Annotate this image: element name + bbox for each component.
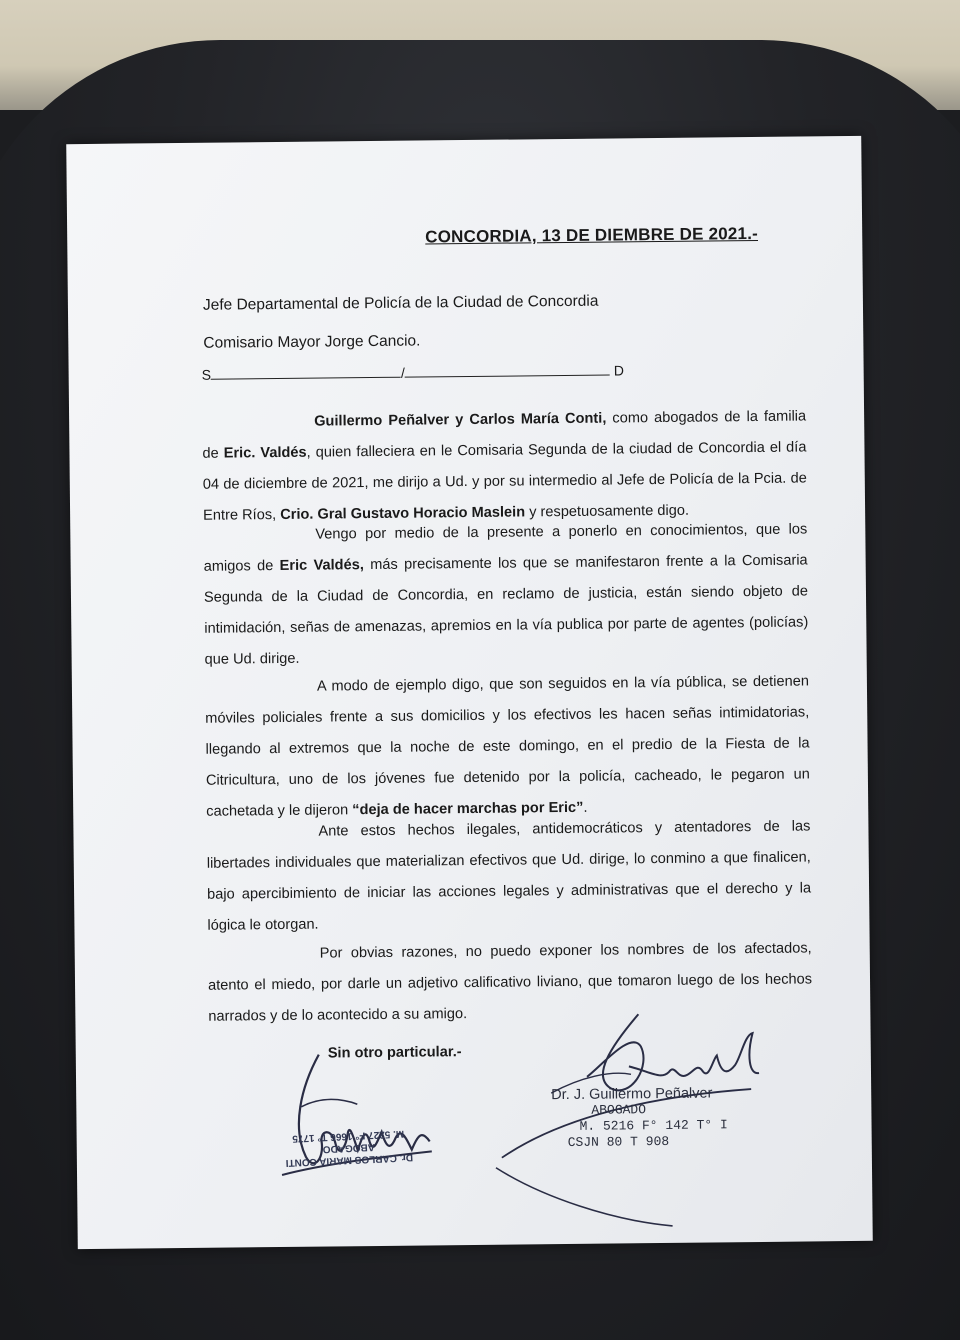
paragraph-4: Ante estos hechos ilegales, antidemocráticos y atentadores de las libertades individuales que materializan efectivos que Ud. dirige, lo conmino a que finalicen, bajo apercibimiento de iniciar las acciones legales y administrativas que el derecho y la lógica le otorgan. [206,818,812,934]
paragraph-1 [202,401,807,531]
p1-bold-chief: Crio. Gral Gustavo Horacio Maslein [280,504,526,523]
addressee-line-1: Jefe Departamental de Policía de la Ciudad de Concordia [202,292,599,314]
stamp-left [268,1126,429,1169]
p3-text-1: A modo de ejemplo digo, que son seguidos en la vía pública, se detienen móviles policiales frente a sus domicilios y los efectivos les hacen señas intimidatorias, llegando al extremos que la noche de este domingo, en el predio de la Fiesta de la Citricultura, uno de los jóvenes fue detenido por la policía, cacheado, le pegaron un cachetada y le dijeron [205,673,810,820]
letter-page [66,136,873,1249]
p1-text-1: como abogados de la familia de [202,408,807,462]
sd-blank-1 [211,363,401,380]
p1-text-3: y respetuosamente digo. [525,502,690,521]
p3-bold-quote: “deja de hacer marchas por Eric” [352,799,584,819]
stamp-right-title: ABOGADO [591,1102,647,1118]
sd-blank-2 [405,361,610,378]
p1-bold-eric: Eric. Valdés [223,444,307,462]
sd-d: D [613,362,625,379]
addressee-line-2: Comisario Mayor Jorge Cancio. [203,332,421,352]
stamp-left-line2: ABOGADO [322,1141,376,1155]
stamp-right-name: Dr. J. Guillermo Peñalver [551,1085,713,1104]
p3-text-2: . [583,799,588,816]
p2-text-2: más precisamente los que se manifestaron frente a la Comisaria Segunda de la Ciudad de Concordia, en reclamo de justicia, están siendo objeto de intimidación, señas de amenazas, apremios en la vía publica por parte de agentes (policías) que Ud. dirige. [203,552,809,668]
p2-bold-eric: Eric Valdés, [279,557,364,574]
paragraph-5: Por obvias razones, no puedo exponer los nombres de los afectados, atento el miedo, por darle un adjetivo calificativo liviano, que tomaron luego de los hechos narrados y de lo acontecido a su amigo. [207,940,813,1025]
letter-date: CONCORDIA, 13 DE DIEMBRE DE 2021.- [425,223,759,247]
sd-slash: / [400,364,405,381]
stamp-right [551,1085,728,1151]
closing-line: Sin otro particular.- [327,1044,462,1062]
sd-s: S [201,366,212,383]
stamp-right-reg2: CSJN 80 T 908 [567,1133,670,1150]
stamp-right-reg1: M. 5216 F° 142 T° I [579,1117,728,1134]
stamp-left-line3: M. 5227 F° 1666 T° 1775 [292,1127,405,1144]
paragraph-2 [203,514,809,675]
salutation-sd-line [202,360,625,382]
paragraph-3 [205,666,811,827]
p1-bold-names: Guillermo Peñalver y Carlos María Conti, [314,410,607,430]
stamp-left-line1: Dr. CARLOS MARIA CONTI [285,1151,414,1169]
p2-text-1: Vengo por medio de la presente a ponerlo en conocimientos, que los amigos de [203,521,808,575]
p1-text-2: , quien falleciera en le Comisaria Segunda de la ciudad de Concordia el día 04 de diciembre de 2021, me dirijo a Ud. y por su intermedio al Jefe de Policía de la Pcia. de Entre Ríos, [202,439,807,524]
